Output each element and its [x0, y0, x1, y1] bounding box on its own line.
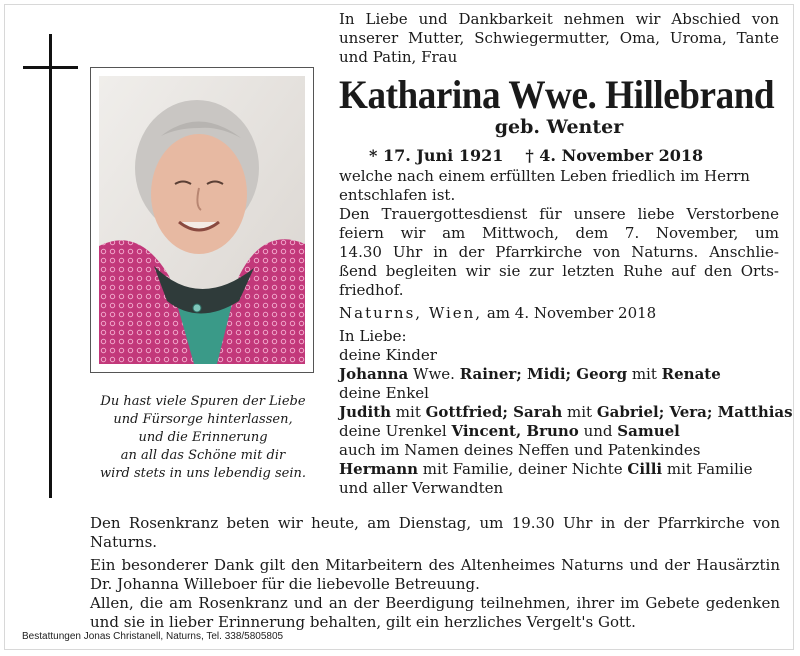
main-text-column [339, 10, 793, 498]
memorial-verse [92, 393, 314, 483]
verse-line: Du hast viele Spuren der Liebe [100, 394, 306, 409]
text-line: welche nach einem erfüllten Leben friedlich im Herrn [339, 167, 750, 185]
maiden-name: geb. Wenter [494, 116, 624, 138]
mourner-name: Renate [661, 365, 721, 383]
verse-line: wird stets in uns lebendig sein. [100, 466, 306, 481]
connector: mit [391, 403, 426, 421]
rosary-line: Naturns. [90, 533, 158, 551]
place-date [339, 304, 779, 323]
kinder-names [339, 365, 779, 384]
enkel-names [339, 403, 793, 422]
enkel-label: deine Enkel [339, 384, 429, 402]
connector: und [578, 422, 618, 440]
urenkel-line [339, 422, 779, 441]
birth-date: * 17. Juni 1921 [369, 146, 504, 165]
connector: mit Familie [662, 460, 753, 478]
date: am 4. November 2018 [486, 304, 657, 322]
service-line: ßend begleiten wir sie zur letzten Ruhe auf den Orts- [339, 262, 779, 280]
thanks-line: Dr. Johanna Willeboer für die liebevolle Betreuung. [90, 575, 480, 593]
intro-line: und Patin, Frau [339, 48, 458, 66]
connector: mit [627, 365, 662, 383]
mourner-name: Gottfried; Sarah [425, 403, 563, 421]
in-liebe: In Liebe: [339, 327, 407, 345]
kinder-label: deine Kinder [339, 346, 437, 364]
mourner-name: Hermann [339, 460, 419, 478]
thanks-line: Allen, die am Rosenkranz und an der Beerdigung teilnehmen, ihrer im Gebete gedenken [90, 594, 780, 612]
text-line: entschlafen ist. [339, 186, 456, 204]
connector: mit [562, 403, 597, 421]
funeral-home-footer: Bestattungen Jonas Christanell, Naturns, Tel. 338/5805805 [22, 631, 284, 642]
death-date: † 4. November 2018 [525, 146, 704, 165]
service-line: feiern wir am Mittwoch, dem 7. November, um [339, 224, 779, 242]
mourner-name: Rainer; Midi; Georg [459, 365, 628, 383]
cross-horizontal-bar [23, 66, 78, 69]
verse-line: an all das Schöne mit dir [120, 448, 286, 463]
cross-vertical-bar [49, 34, 52, 498]
place: Naturns, Wien, [339, 304, 483, 322]
connector: Wwe. [408, 365, 460, 383]
mourner-name: Judith [339, 403, 392, 421]
mourner-name: Johanna [339, 365, 409, 383]
service-line: Den Trauergottesdienst für unsere liebe Verstorbene [339, 205, 779, 223]
thanks-line: Ein besonderer Dank gilt den Mitarbeitern des Altenheimes Naturns und der Hausärztin [90, 556, 780, 574]
portrait-photo [99, 76, 305, 364]
service-line: friedhof. [339, 281, 404, 299]
mourner-name: Samuel [617, 422, 680, 440]
rosary-line: Den Rosenkranz beten wir heute, am Dienstag, um 19.30 Uhr in der Pfarrkirche von [90, 514, 780, 532]
intro-line: In Liebe und Dankbarkeit nehmen wir Abschied von [339, 10, 779, 28]
mourner-name: Gabriel; Vera; Matthias [596, 403, 793, 421]
deceased-name: Katharina Wwe. Hillebrand [339, 72, 775, 117]
portrait-frame [90, 67, 314, 373]
verse-line: und Fürsorge hinterlassen, [113, 412, 293, 427]
mourner-name: Vincent, Bruno [451, 422, 579, 440]
service-line: 14.30 Uhr in der Pfarrkirche von Naturns. Anschlie- [339, 243, 779, 261]
urenkel-label: deine Urenkel [339, 422, 452, 440]
neffe-line: auch im Namen deines Neffen und Patenkindes [339, 441, 701, 459]
verwandte-line: und aller Verwandten [339, 479, 504, 497]
connector: mit Familie, deiner Nichte [418, 460, 628, 478]
mourner-name: Cilli [627, 460, 663, 478]
life-dates [339, 145, 779, 167]
bottom-text [90, 514, 780, 632]
thanks-line: und sie in lieber Erinnerung behalten, gilt ein herzliches Vergelt's Gott. [90, 613, 636, 631]
verse-line: und die Erinnerung [138, 430, 268, 445]
hermann-line [339, 460, 779, 479]
intro-line: unserer Mutter, Schwiegermutter, Oma, Uroma, Tante [339, 29, 779, 47]
